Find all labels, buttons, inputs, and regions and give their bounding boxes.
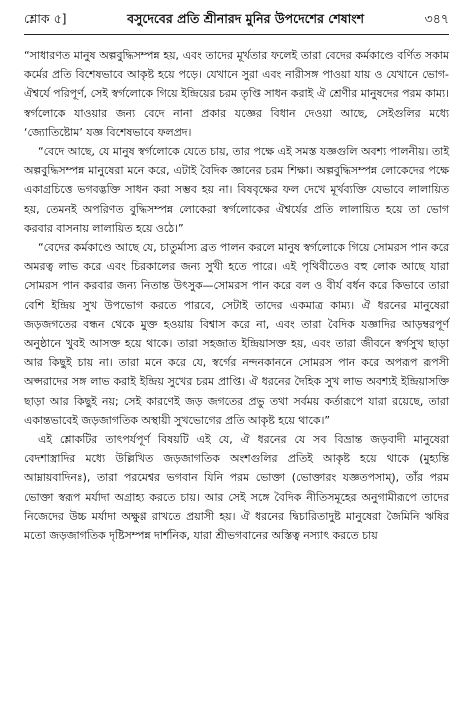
paragraph-4: এই শ্লোকটির তাৎপর্যপূর্ণ বিষয়টি এই যে, ঐ ধরনের যে সব বিভ্রান্ত জড়বাদী মানুষেরা বেদশাস্ত্রাদির মধ্যে উল্লিখিত জড়জাগতিক অংশগুলির প্রতিই আকৃষ্ট হয়ে থাকে (মুহ্যন্তি আম্নায়বাদিনঃ), তারা পরমেশ্বর ভগবান যিনি পরম ভোক্তা (ভোক্তারং যজ্ঞতপসাম্), তাঁর পরম ভোক্তা স্বরূপ মর্যাদা অগ্রাহ্য করতে চায়। আর সেই সঙ্গে বৈদিক নীতিসমূহের অনুগামীরূপে তাদের নিজেদের উচ্চ মর্যাদা অক্ষুণ্ণ রাখতে প্রয়াসী হয়। ঐ ধরনের দ্বিচারিতাদুষ্ট মানুষেরা জৈমিনি ঋষির মতো জড়জাগতিক দৃষ্টিসম্পন্ন দার্শনিক, যারা শ্রীভগবানের অস্তিত্ব নস্যাৎ করতে চায় xyxy=(24,433,449,543)
page-number: ৩৪৭ xyxy=(424,11,449,26)
header-divider xyxy=(24,34,449,35)
verse-number: শ্লোক ৫] xyxy=(24,11,67,26)
page-header xyxy=(24,10,449,32)
paragraph-3: “বেদের কর্মকাণ্ডে আছে যে, চাতুর্মাস্য ব্রত পালন করলে মানুষ স্বর্গলোকে গিয়ে সোমরস পান করে অমরত্ব লাভ করে এবং চিরকালের জন্য সুখী হতে পারে। এই পৃথিবীতেও বহু লোক আছে যারা সোমরস পান করবার জন্য নিতান্ত উৎসুক—সোমরস পান করে বল ও বীর্য বর্ধন করে কিভাবে তারা বেশি ইন্দ্রিয় সুখ উপভোগ করতে পারবে, সেটাই তাদের একমাত্র কাম্য। ঐ ধরনের মানুষেরা জড়জগতের বন্ধন থেকে মুক্ত হওয়ায় বিশ্বাস করে না, এবং তারা বৈদিক যজ্ঞাদির আড়ম্বরপূর্ণ অনুষ্ঠানে খুবই আসক্ত হয়ে থাকে। তারা সহজাত ইন্দ্রিয়াসক্ত হয়, এবং তারা জীবনে স্বর্গসুখ ছাড়া আর কিছুই চায় না। তারা মনে করে যে, স্বর্গের নন্দনকাননে সোমরস পান করে অপরূপ রূপসী অপ্সরাদের সঙ্গ লাভ করাই ইন্দ্রিয় সুখের চরম প্রাপ্তি। ঐ ধরনের দৈহিক সুখ লাভ অবশ্যই ইন্দ্রিয়াসক্তি ছাড়া আর কিছুই নয়; সেই কারণেই জড় জগতের প্রভু তথা সর্বময় কর্তারূপে যারা রয়েছে, তারা একান্তভাবেই জড়জাগতিক অস্থায়ী সুখভোগের প্রতি আকৃষ্ট হয়ে থাকে।” xyxy=(24,241,449,427)
chapter-title: বসুদেবের প্রতি শ্রীনারদ মুনির উপদেশের শেষাংশ xyxy=(127,11,365,26)
paragraph-1: “সাধারণত মানুষ অল্পবুদ্ধিসম্পন্ন হয়, এবং তাদের মূর্খতার ফলেই তারা বেদের কর্মকাণ্ডে বর্ণিত সকাম কর্মের প্রতি বিশেষভাবে আকৃষ্ট হয়ে পড়ে। যেখানে সুরা এবং নারীসঙ্গ পাওয়া যায় ও যেখানে ভোগ-ঐশ্বর্যে পরিপূর্ণ, সেই স্বর্গলোকে গিয়ে ইন্দ্রিয়ের চরম তৃপ্তি সাধন করাই ঐ শ্রেণীর মানুষদের পরম কাম্য। স্বর্গলোকে যাওয়ার জন্য বেদে নানা প্রকার যজ্ঞের বিধান দেওয়া আছে, সেইগুলির মধ্যে ‘জ্যোতিষ্টোম’ যজ্ঞ বিশেষভাবে ফলপ্রদ। xyxy=(24,49,449,139)
page-body xyxy=(24,46,449,545)
paragraph-2: “বেদে আছে, যে মানুষ স্বর্গলোকে যেতে চায়, তার পক্ষে এই সমস্ত যজ্ঞগুলি অবশ্য পালনীয়। তাই অল্পবুদ্ধিসম্পন্ন মানুষেরা মনে করে, এটাই বৈদিক জ্ঞানের চরম শিক্ষা। অল্পবুদ্ধিসম্পন্ন লোকেদের পক্ষে একাগ্রচিত্তে ভগবদ্ভক্তি সাধন করা সম্ভব হয় না। বিষবৃক্ষের ফল দেখে মূর্খব্যক্তি যেভাবে লালায়িত হয়, তেমনই অপরিণত বুদ্ধিসম্পন্ন লোকেরা স্বর্গলোকের ঐশ্বর্যের প্রতি লালায়িত হয়ে তা ভোগ করবার বাসনায় লালায়িত হয়ে ওঠে।” xyxy=(24,145,449,235)
